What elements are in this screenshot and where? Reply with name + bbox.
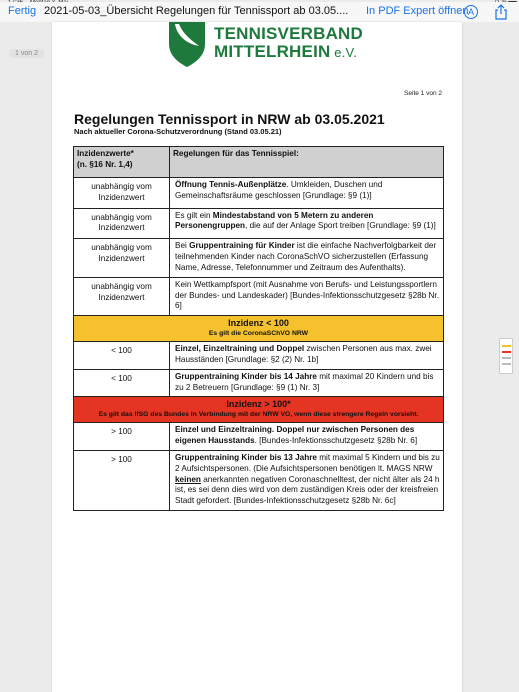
incidence-cell: > 100	[74, 450, 170, 510]
header-incidence-line1: Inzidenzwerte*	[77, 149, 134, 158]
rule-bold: Mindestabstand von 5 Metern zu anderen Personengruppen	[175, 210, 374, 231]
logo-text-suffix: e.V.	[330, 45, 358, 60]
table-row	[74, 208, 444, 239]
viewer-toolbar	[0, 2, 519, 22]
rule-bold: Gruppentraining für Kinder	[189, 241, 295, 251]
rule-text: mit maximal 20 Kindern und bis zu 2 Betreuern [Grundlage: §9 (1) Nr. 3]	[175, 371, 434, 392]
band-note: Es gilt die CoronaSChVO NRW	[208, 330, 309, 338]
rule-text: ist die einfache Nachverfolgbarkeit der teilnehmenden Kinder nach CoronaSchVO sicherzustellen (Erfassung Name, Adresse, Telefonnummer und Zeitraum des Aufenthalts).	[175, 241, 437, 272]
table-row	[74, 423, 444, 451]
table-header-row	[74, 147, 444, 178]
incidence-cell: unabhängig vom Inzidenzwert	[74, 239, 170, 277]
regulations-table	[73, 146, 444, 511]
table-row	[74, 369, 444, 397]
table-row	[74, 178, 444, 209]
rule-cell	[170, 342, 444, 370]
logo-text-name: MITTELRHEIN	[214, 42, 331, 61]
table-row	[74, 239, 444, 277]
rule-underline: keinen	[175, 474, 201, 484]
rule-bold: Einzel, Einzeltraining und Doppel	[175, 344, 305, 354]
share-icon[interactable]	[494, 4, 508, 20]
rule-cell	[170, 450, 444, 510]
incidence-cell: unabhängig vom Inzidenzwert	[74, 277, 170, 315]
header-rules: Regelungen für das Tennisspiel:	[170, 147, 444, 178]
table-row	[74, 450, 444, 510]
rule-cell	[170, 239, 444, 277]
rule-cell	[170, 369, 444, 397]
band-cell	[74, 397, 444, 423]
page-number: Seite 1 von 2	[404, 90, 442, 97]
band-title: Inzidenz < 100	[228, 318, 289, 329]
table-row	[74, 277, 444, 315]
rule-text-continued: anerkannten negativen Coronaschnelltest, der nicht älter als 24 h ist, es sei denn dies wird von dem zuständigen Kreis oder der kreisfreien Stadt gefordert. [Bundes-Infektionsschutzgesetz §28b Nr. 6c]	[175, 474, 440, 506]
rule-prefix: Bei	[175, 241, 190, 251]
rule-cell	[170, 178, 444, 209]
document-heading: Regelungen Tennissport in NRW ab 03.05.2021	[74, 111, 385, 127]
band-note: Es gilt das IfSG des Bundes in Verbindung mit der NRW VO, wenn diese strengere Regeln vorsieht.	[98, 411, 419, 419]
rule-bold: Gruppentraining Kinder bis 13 Jahre	[175, 452, 317, 462]
page-indicator: 1 von 2	[9, 49, 44, 58]
rule-cell	[170, 208, 444, 239]
rule-text: , die auf der Anlage Sport treiben [Grundlage: §9 (1)]	[245, 221, 436, 231]
incidence-band-above-100	[74, 397, 444, 423]
incidence-cell: unabhängig vom Inzidenzwert	[74, 178, 170, 209]
incidence-cell: > 100	[74, 423, 170, 451]
rule-bold: Öffnung Tennis-Außenplätze	[175, 180, 287, 189]
pdf-page	[52, 22, 462, 692]
rule-text: zwischen Personen aus max. zwei Hausständen [Grundlage: §2 (2) Nr. 1b]	[175, 344, 432, 364]
document-subheading: Nach aktueller Corona-Schutzverordnung (Stand 03.05.21)	[74, 127, 282, 136]
band-title: Inzidenz > 100*	[226, 399, 291, 410]
markup-icon[interactable]: A	[464, 5, 478, 19]
incidence-cell: < 100	[74, 369, 170, 397]
rule-bold: Gruppentraining Kinder bis 14 Jahre	[175, 371, 317, 381]
rule-text: . Umkleiden, Duschen und Gemeinschaftsräume geschlossen [Grundlage: §9 (1)]	[175, 180, 383, 200]
document-title: 2021-05-03_Übersicht Regelungen für Tennissport ab 03.05....	[44, 5, 349, 17]
incidence-band-below-100	[74, 316, 444, 342]
rule-bold: Einzel und Einzeltraining. Doppel nur zwischen Personen des eigenen Hausstands	[175, 425, 415, 446]
rule-text: mit maximal 5 Kindern und bis zu 2 Aufsichtspersonen. (Die Aufsichtspersonen benötigen lt. MAGS NRW	[175, 452, 440, 473]
logo-text-line2	[214, 42, 357, 62]
table-row	[74, 342, 444, 370]
logo-text-line1: TENNISVERBAND	[214, 24, 364, 43]
page-thumbnail-scrubber[interactable]	[499, 338, 513, 374]
tennisverband-logo-icon	[165, 22, 209, 67]
rule-cell	[170, 423, 444, 451]
rule-prefix: Es gilt ein	[175, 210, 213, 220]
incidence-cell: < 100	[74, 342, 170, 370]
header-incidence-line2: (n. §16 Nr. 1,4)	[77, 159, 133, 169]
rule-text: . [Bundes-Infektionsschutzgesetz §28b Nr. 6]	[254, 436, 418, 446]
open-in-pdf-expert-button[interactable]: In PDF Expert öffnen	[366, 5, 469, 17]
done-button[interactable]: Fertig	[8, 5, 37, 17]
incidence-cell: unabhängig vom Inzidenzwert	[74, 208, 170, 239]
rule-cell: Kein Wettkampfsport (mit Ausnahme von Berufs- und Leistungssportlern der Bundes- und Landeskader) [Bundes-Infektionsschutzgesetz §28b Nr. 6]	[170, 277, 444, 315]
band-cell	[74, 316, 444, 342]
header-incidence	[74, 147, 170, 178]
